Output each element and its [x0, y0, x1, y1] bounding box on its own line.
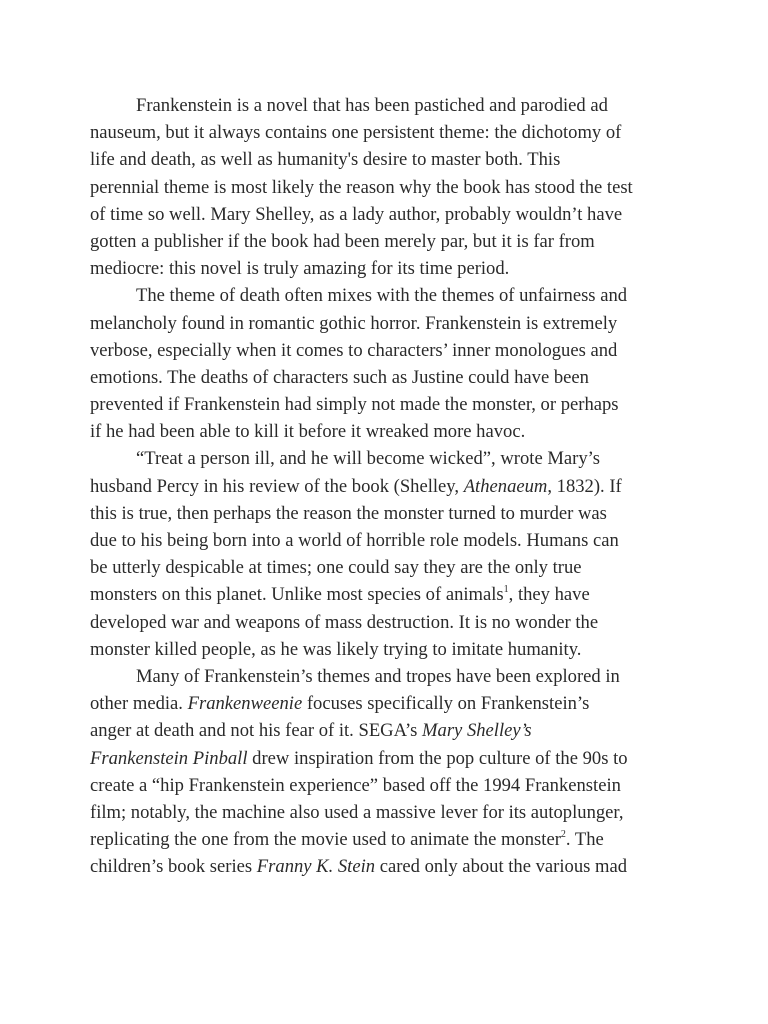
- text-run: cared only about the various mad: [375, 856, 628, 878]
- text-line: [90, 228, 730, 255]
- text-run: melancholy found in romantic gothic horror. Frankenstein is extremely: [90, 312, 618, 334]
- text-line: [90, 636, 730, 663]
- text-run: prevented if Frankenstein had simply not made the monster, or perhaps: [90, 394, 619, 416]
- text-line: [90, 500, 730, 527]
- text-line: [90, 119, 730, 146]
- text-line: [90, 581, 730, 608]
- text-run: monster killed people, as he was likely trying to imitate humanity.: [90, 638, 582, 660]
- text-run: create a “hip Frankenstein experience” based off the 1994 Frankenstein: [90, 774, 621, 796]
- italic-title: Mary Shelley’s: [422, 720, 532, 742]
- text-line: [90, 445, 730, 472]
- text-line: [90, 745, 730, 772]
- italic-title: Frankenstein Pinball: [90, 747, 248, 769]
- text-line: [90, 146, 730, 173]
- text-run: film; notably, the machine also used a massive lever for its autoplunger,: [90, 801, 624, 823]
- text-run: husband Percy in his review of the book (Shelley,: [90, 475, 464, 497]
- text-line: [90, 609, 730, 636]
- footnote-marker: 1: [503, 584, 509, 596]
- text-line: [90, 92, 730, 119]
- text-run: Frankenstein is a novel that has been pastiched and parodied ad: [136, 95, 608, 116]
- text-line: [90, 690, 730, 717]
- text-line: [90, 364, 730, 391]
- text-run: nauseum, but it always contains one persistent theme: the dichotomy of: [90, 122, 622, 144]
- text-run: of time so well. Mary Shelley, as a lady author, probably wouldn’t have: [90, 203, 623, 225]
- text-line: [90, 717, 730, 744]
- essay-body: [90, 92, 730, 880]
- text-run: replicating the one from the movie used to animate the monster: [90, 829, 561, 851]
- text-line: [90, 473, 730, 500]
- text-run: mediocre: this novel is truly amazing for its time period.: [90, 258, 510, 280]
- text-run: anger at death and not his fear of it. SEGA’s: [90, 720, 423, 742]
- text-run: Many of Frankenstein’s themes and tropes have been explored in: [136, 665, 620, 687]
- text-line: [90, 826, 730, 853]
- text-line: [90, 772, 730, 799]
- paragraph: [90, 663, 730, 881]
- footnote-marker: 2: [560, 829, 566, 841]
- text-line: [90, 255, 730, 282]
- italic-title: Athenaeum: [463, 475, 548, 497]
- text-run: if he had been able to kill it before it wreaked more havoc.: [90, 421, 526, 443]
- text-line: [90, 174, 730, 201]
- text-run: perennial theme is most likely the reason why the book has stood the test: [90, 176, 633, 198]
- text-line: [90, 337, 730, 364]
- italic-title: Frankenweenie: [187, 693, 303, 715]
- text-line: [90, 391, 730, 418]
- italic-title: Franny K. Stein: [256, 856, 376, 878]
- text-run: children’s book series: [90, 856, 257, 878]
- paragraph: [90, 282, 730, 445]
- text-line: [90, 554, 730, 581]
- text-run: . The: [565, 829, 604, 851]
- text-run: emotions. The deaths of characters such as Justine could have been: [90, 366, 589, 388]
- text-run: other media.: [90, 693, 188, 715]
- text-line: [90, 418, 730, 445]
- text-line: [90, 663, 730, 690]
- text-run: “Treat a person ill, and he will become wicked”, wrote Mary’s: [136, 448, 601, 470]
- text-line: [90, 282, 730, 309]
- text-line: [90, 527, 730, 554]
- text-run: developed war and weapons of mass destruction. It is no wonder the: [90, 611, 599, 633]
- text-line: [90, 310, 730, 337]
- paragraph: [90, 445, 730, 663]
- text-run: this is true, then perhaps the reason the monster turned to murder was: [90, 502, 607, 524]
- text-run: life and death, as well as humanity's desire to master both. This: [90, 149, 561, 171]
- text-run: verbose, especially when it comes to characters’ inner monologues and: [90, 339, 618, 361]
- paragraph: [90, 92, 730, 282]
- text-run: due to his being born into a world of horrible role models. Humans can: [90, 530, 619, 551]
- text-run: monsters on this planet. Unlike most species of animals: [90, 584, 504, 606]
- text-run: The theme of death often mixes with the themes of unfairness and: [136, 285, 628, 307]
- text-run: drew inspiration from the pop culture of the 90s to: [247, 747, 628, 769]
- text-run: gotten a publisher if the book had been merely par, but it is far from: [90, 230, 595, 252]
- text-run: focuses specifically on Frankenstein’s: [302, 693, 590, 715]
- text-line: [90, 799, 730, 826]
- text-line: [90, 853, 730, 880]
- text-line: [90, 201, 730, 228]
- text-run: , they have: [508, 584, 590, 606]
- text-run: be utterly despicable at times; one could say they are the only true: [90, 557, 582, 579]
- text-run: , 1832). If: [547, 475, 622, 497]
